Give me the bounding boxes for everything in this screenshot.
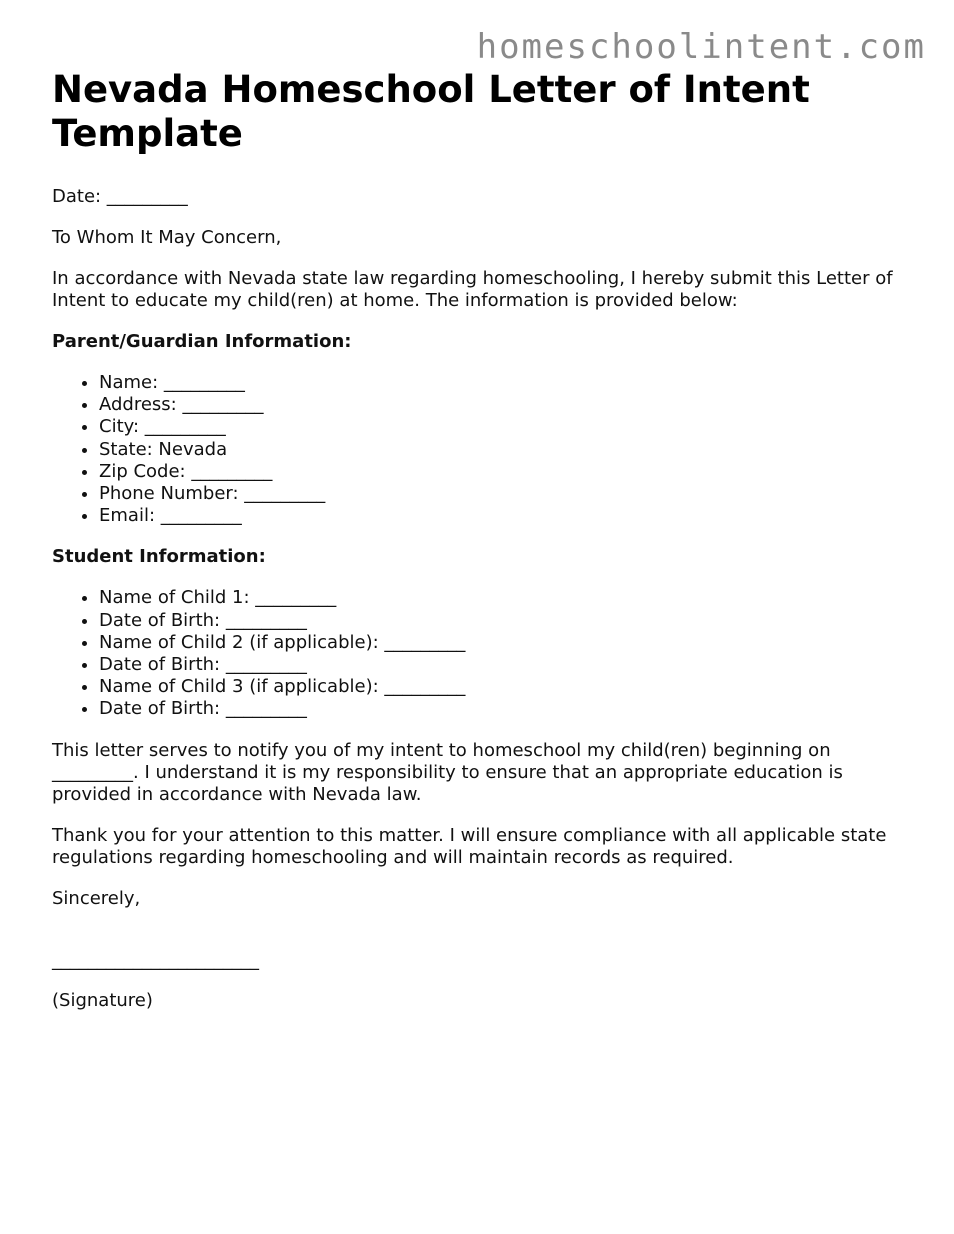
list-item: • Zip Code: _________ — [99, 461, 912, 483]
list-item: • Date of Birth: _________ — [99, 654, 912, 676]
date-line: Date: _________ — [52, 186, 188, 207]
student-info-list — [52, 587, 912, 720]
letter-document — [52, 68, 912, 1012]
list-item: • Name of Child 2 (if applicable): _________ — [99, 632, 912, 654]
student-section-heading: Student Information: — [52, 546, 266, 568]
list-item: • Address: _________ — [99, 394, 912, 416]
list-item: • Date of Birth: _________ — [99, 610, 912, 632]
list-item: • State: Nevada — [99, 439, 912, 461]
watermark: homeschoolintent.com — [476, 27, 926, 67]
page-title: Nevada Homeschool Letter of Intent Template — [52, 68, 810, 155]
parent-section-heading: Parent/Guardian Information: — [52, 331, 352, 352]
list-item: • City: _________ — [99, 416, 912, 438]
list-item: • Name of Child 1: _________ — [99, 587, 912, 609]
list-item: • Phone Number: _________ — [99, 483, 912, 505]
intro-paragraph: In accordance with Nevada state law regarding homeschooling, I hereby submit this Letter of Intent to educate my child(ren) at home. The information is provided below: — [52, 268, 893, 311]
list-item: • Email: _________ — [99, 505, 912, 527]
salutation: To Whom It May Concern, — [52, 227, 282, 248]
closing: Sincerely, — [52, 887, 141, 909]
parent-info-list — [52, 372, 912, 527]
thanks-paragraph: Thank you for your attention to this matter. I will ensure compliance with all applicable state regulations regarding homeschooling and will maintain records as required. — [52, 824, 887, 868]
notice-paragraph: This letter serves to notify you of my intent to homeschool my child(ren) beginning on _________. I understand it is my responsibility to ensure that an appropriate education is provided in accordance with Nevada law. — [52, 739, 843, 805]
list-item: • Date of Birth: _________ — [99, 698, 912, 720]
list-item: • Name: _________ — [99, 372, 912, 394]
list-item: • Name of Child 3 (if applicable): _________ — [99, 676, 912, 698]
signature-label: (Signature) — [52, 989, 153, 1011]
signature-line: _______________________ — [52, 949, 259, 971]
